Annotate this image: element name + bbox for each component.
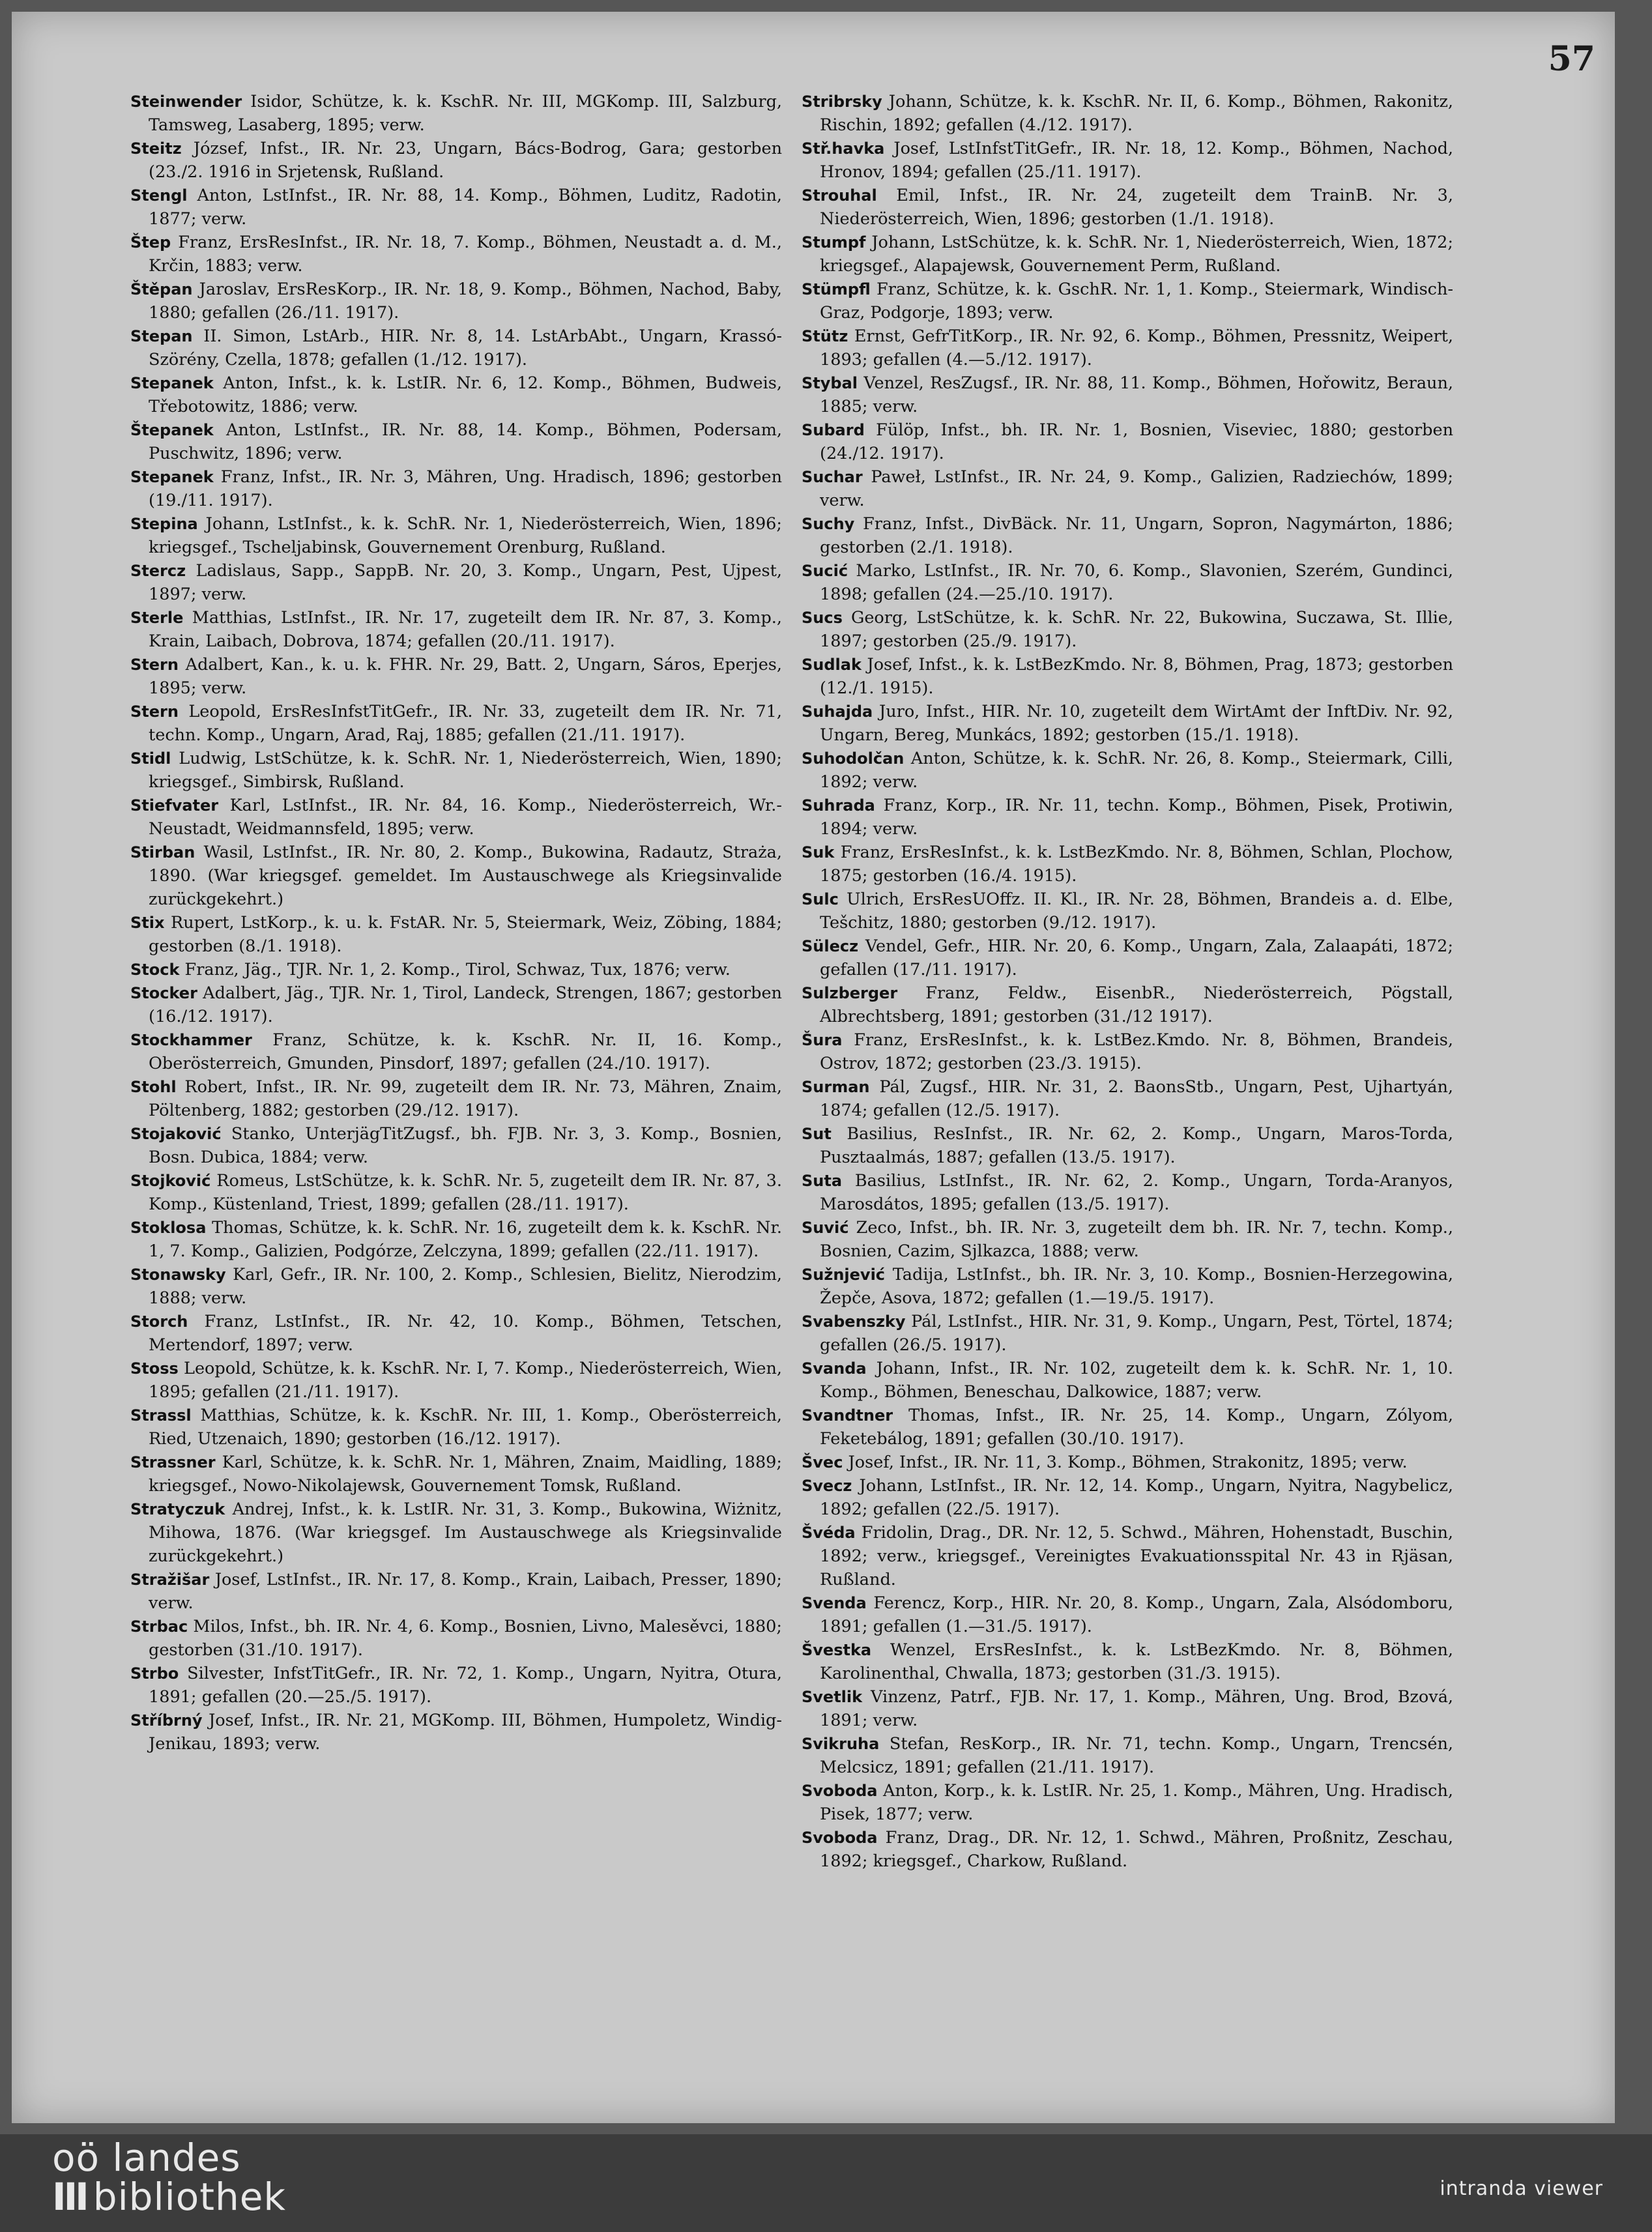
register-entry — [802, 981, 1453, 1028]
right-column — [802, 90, 1453, 1873]
register-entry — [130, 1568, 782, 1615]
register-entry — [130, 1263, 782, 1310]
entry-details: Basilius, ResInfst., IR. Nr. 62, 2. Komp., Ungarn, Maros-Torda, Pusztaalmás, 1887; gefallen (13./5. 1917). — [820, 1124, 1453, 1167]
entry-details: Johann, Infst., IR. Nr. 102, zugeteilt dem k. k. SchR. Nr. 1, 10. Komp., Böhmen, Beneschau, Dalkowice, 1887; verw. — [820, 1359, 1453, 1402]
entry-surname: Stockhammer — [130, 1031, 252, 1049]
entry-surname: Svenda — [802, 1594, 867, 1612]
page-number: 57 — [1548, 39, 1595, 79]
library-logo[interactable] — [52, 2136, 286, 2219]
entry-details: Silvester, InfstTitGefr., IR. Nr. 72, 1. Komp., Ungarn, Nyitra, Otura, 1891; gefallen (20.—25./5. 1917). — [149, 1664, 782, 1707]
entry-surname: Suhajda — [802, 703, 873, 721]
register-entry — [802, 606, 1453, 653]
logo-bars: III — [52, 2175, 87, 2219]
entry-surname: Stohl — [130, 1078, 177, 1096]
entry-surname: Stříbrný — [130, 1711, 203, 1730]
entry-details: József, Infst., IR. Nr. 23, Ungarn, Bács-Bodrog, Gara; gestorben (23./2. 1916 in Srjetensk, Rußland. — [149, 139, 782, 182]
register-entry — [130, 700, 782, 747]
entry-details: Jaroslav, ErsResKorp., IR. Nr. 18, 9. Komp., Böhmen, Nachod, Baby, 1880; gefallen (26./11. 1917). — [149, 280, 782, 323]
entry-details: Franz, Drag., DR. Nr. 12, 1. Schwd., Mähren, Proßnitz, Zeschau, 1892; kriegsgef., Charkow, Rußland. — [820, 1828, 1453, 1871]
entry-details: Anton, Korp., k. k. LstIR. Nr. 25, 1. Komp., Mähren, Ung. Hradisch, Pisek, 1877; verw. — [820, 1781, 1453, 1824]
register-entry — [130, 184, 782, 231]
entry-details: Ferencz, Korp., HIR. Nr. 20, 8. Komp., Ungarn, Zala, Alsódomboru, 1891; gefallen (1.—31./5. 1917). — [820, 1593, 1453, 1636]
entry-surname: Stiefvater — [130, 796, 219, 815]
entry-details: Ladislaus, Sapp., SappB. Nr. 20, 3. Komp., Ungarn, Pest, Ujpest, 1897; verw. — [149, 561, 782, 604]
entry-surname: Stoklosa — [130, 1219, 207, 1237]
entry-surname: Stepan — [130, 327, 193, 345]
entry-surname: Stock — [130, 961, 180, 979]
entry-details: Rupert, LstKorp., k. u. k. FstAR. Nr. 5, Steiermark, Weiz, Zöbing, 1884; gestorben (8./1. 1918). — [149, 913, 782, 956]
register-entry — [130, 1122, 782, 1169]
register-entry — [802, 231, 1453, 278]
entry-surname: Svabenszky — [802, 1312, 906, 1331]
register-entry — [130, 1662, 782, 1709]
entry-surname: Svecz — [802, 1477, 852, 1495]
register-entry — [802, 747, 1453, 794]
entry-surname: Suchy — [802, 515, 855, 533]
register-entry — [802, 1638, 1453, 1685]
entry-surname: Stratyczuk — [130, 1500, 225, 1518]
entry-details: Venzel, ResZugsf., IR. Nr. 88, 11. Komp., Böhmen, Hořowitz, Beraun, 1885; verw. — [820, 373, 1453, 416]
entry-surname: Stepanek — [130, 374, 214, 392]
entry-details: Johann, Schütze, k. k. KschR. Nr. II, 6. Komp., Böhmen, Rakonitz, Rischin, 1892; gefallen (4./12. 1917). — [820, 92, 1453, 135]
logo-line-1: oö landes — [52, 2136, 241, 2180]
entry-surname: Suk — [802, 843, 835, 862]
entry-details: Wenzel, ErsResInfst., k. k. LstBezKmdo. Nr. 8, Böhmen, Karolinenthal, Chwalla, 1873; gestorben (31./3. 1915). — [820, 1640, 1453, 1683]
entry-surname: Stern — [130, 656, 179, 674]
entry-details: Josef, LstInfst., IR. Nr. 17, 8. Komp., Krain, Laibach, Presser, 1890; verw. — [149, 1570, 782, 1613]
entry-surname: Stonawsky — [130, 1266, 226, 1284]
register-entry — [130, 841, 782, 911]
register-entry — [802, 325, 1453, 371]
left-column — [130, 90, 782, 1756]
register-entry — [130, 371, 782, 418]
entry-surname: Steitz — [130, 139, 182, 158]
entry-surname: Stix — [130, 914, 165, 932]
entry-surname: Stumpf — [802, 233, 866, 252]
entry-details: Marko, LstInfst., IR. Nr. 70, 6. Komp., Slavonien, Szerém, Gundinci, 1898; gefallen (24.—25./10. 1917). — [820, 561, 1453, 604]
register-entry — [802, 371, 1453, 418]
register-entry — [802, 1521, 1453, 1591]
entry-surname: Štep — [130, 233, 171, 252]
register-entry — [802, 1826, 1453, 1873]
entry-details: Franz, Infst., DivBäck. Nr. 11, Ungarn, Sopron, Nagymárton, 1886; gestorben (2./1. 1918). — [820, 514, 1453, 557]
register-entry — [802, 794, 1453, 841]
entry-details: Leopold, Schütze, k. k. KschR. Nr. I, 7. Komp., Niederösterreich, Wien, 1895; gefallen (21./11. 1917). — [149, 1359, 782, 1402]
entry-surname: Svikruha — [802, 1735, 880, 1753]
logo-line-2 — [52, 2175, 286, 2219]
entry-details: Stefan, ResKorp., IR. Nr. 71, techn. Komp., Ungarn, Trencsén, Melcsicz, 1891; gefallen (21./11. 1917). — [820, 1734, 1453, 1777]
entry-surname: Stř.havka — [802, 139, 885, 158]
entry-details: Ulrich, ErsResUOffz. II. Kl., IR. Nr. 28, Böhmen, Brandeis a. d. Elbe, Tešchitz, 1880; gestorben (9./12. 1917). — [820, 890, 1453, 933]
entry-surname: Stoss — [130, 1359, 179, 1378]
entry-surname: Sucić — [802, 562, 848, 580]
entry-details: Karl, Schütze, k. k. SchR. Nr. 1, Mähren, Znaim, Maidling, 1889; kriegsgef., Nowo-Nikolajewsk, Gouvernement Tomsk, Rußland. — [149, 1453, 782, 1496]
register-entry — [802, 1028, 1453, 1075]
register-entry — [130, 1310, 782, 1357]
entry-details: Anton, Schütze, k. k. SchR. Nr. 26, 8. Komp., Steiermark, Cilli, 1892; verw. — [820, 749, 1453, 792]
register-entry — [130, 231, 782, 278]
entry-surname: Stybal — [802, 374, 858, 392]
entry-details: Ludwig, LstSchütze, k. k. SchR. Nr. 1, Niederösterreich, Wien, 1890; kriegsgef., Simbirsk, Rußland. — [149, 749, 782, 792]
entry-surname: Strouhal — [802, 186, 877, 205]
register-entry — [130, 1615, 782, 1662]
entry-surname: Storch — [130, 1312, 188, 1331]
entry-details: Josef, Infst., k. k. LstBezKmdo. Nr. 8, Böhmen, Prag, 1873; gestorben (12./1. 1915). — [820, 655, 1453, 698]
entry-surname: Stütz — [802, 327, 848, 345]
register-entry — [802, 1451, 1453, 1474]
register-entry — [802, 90, 1453, 137]
register-entry — [130, 958, 782, 981]
register-entry — [130, 1709, 782, 1756]
entry-details: Franz, Schütze, k. k. KschR. Nr. II, 16. Komp., Oberösterreich, Gmunden, Pinsdorf, 1897; gefallen (24./10. 1917). — [149, 1030, 782, 1073]
entry-details: Emil, Infst., IR. Nr. 24, zugeteilt dem TrainB. Nr. 3, Niederösterreich, Wien, 1896; gestorben (1./1. 1918). — [820, 186, 1453, 229]
entry-surname: Strbac — [130, 1617, 188, 1636]
entry-surname: Stern — [130, 703, 179, 721]
entry-surname: Štěpan — [130, 280, 193, 298]
register-entry — [802, 653, 1453, 700]
entry-surname: Surman — [802, 1078, 870, 1096]
entry-details: Franz, ErsResInfst., k. k. LstBezKmdo. Nr. 8, Böhmen, Schlan, Plochow, 1875; gestorben (16./4. 1915). — [820, 843, 1453, 886]
entry-surname: Stepina — [130, 515, 198, 533]
entry-surname: Stengl — [130, 186, 188, 205]
entry-surname: Suhrada — [802, 796, 875, 815]
entry-details: Paweł, LstInfst., IR. Nr. 24, 9. Komp., Galizien, Radziechów, 1899; verw. — [820, 467, 1453, 510]
entry-details: Anton, LstInfst., IR. Nr. 88, 14. Komp., Böhmen, Podersam, Puschwitz, 1896; verw. — [149, 420, 782, 463]
entry-surname: Stirban — [130, 843, 196, 862]
register-entry — [130, 911, 782, 958]
entry-surname: Stojković — [130, 1172, 211, 1190]
register-entry — [130, 653, 782, 700]
entry-details: Karl, Gefr., IR. Nr. 100, 2. Komp., Schlesien, Bielitz, Nierodzim, 1888; verw. — [149, 1265, 782, 1308]
entry-surname: Sulzberger — [802, 984, 898, 1002]
entry-details: Franz, ErsResInfst., k. k. LstBez.Kmdo. Nr. 8, Böhmen, Brandeis, Ostrov, 1872; gestorben (23./3. 1915). — [820, 1030, 1453, 1073]
entry-surname: Svandtner — [802, 1406, 893, 1425]
register-entry — [802, 1779, 1453, 1826]
register-entry — [130, 512, 782, 559]
entry-details: Franz, Feldw., EisenbR., Niederösterreich, Pögstall, Albrechtsberg, 1891; gestorben (31./12 1917). — [820, 983, 1453, 1026]
register-entry — [802, 512, 1453, 559]
entry-details: Karl, LstInfst., IR. Nr. 84, 16. Komp., Niederösterreich, Wr.-Neustadt, Weidmannsfeld, 1895; verw. — [149, 796, 782, 839]
entry-surname: Sut — [802, 1125, 832, 1143]
entry-surname: Strassner — [130, 1453, 216, 1471]
register-entry — [802, 1310, 1453, 1357]
register-entry — [130, 1216, 782, 1263]
register-entry — [802, 1357, 1453, 1404]
register-entry — [130, 1404, 782, 1451]
entry-surname: Subard — [802, 421, 865, 439]
entry-surname: Suta — [802, 1172, 843, 1190]
register-entry — [802, 1216, 1453, 1263]
entry-details: Johann, LstInfst., k. k. SchR. Nr. 1, Niederösterreich, Wien, 1896; kriegsgef., Tscheljabinsk, Gouvernement Orenburg, Rußland. — [149, 514, 782, 557]
entry-details: Vinzenz, Patrf., FJB. Nr. 17, 1. Komp., Mähren, Ung. Brod, Bzová, 1891; verw. — [820, 1687, 1453, 1730]
entry-surname: Suvić — [802, 1219, 849, 1237]
register-entry — [130, 278, 782, 325]
entry-surname: Stražišar — [130, 1571, 210, 1589]
entry-surname: Sülecz — [802, 937, 859, 955]
entry-surname: Stepanek — [130, 468, 214, 486]
register-entry — [130, 325, 782, 371]
entry-surname: Sulc — [802, 890, 839, 908]
entry-details: Leopold, ErsResInfstTitGefr., IR. Nr. 33, zugeteilt dem IR. Nr. 71, techn. Komp., Ungarn, Arad, Raj, 1885; gefallen (21./11. 1917). — [149, 702, 782, 745]
entry-details: Fülöp, Infst., bh. IR. Nr. 1, Bosnien, Viseviec, 1880; gestorben (24./12. 1917). — [820, 420, 1453, 463]
entry-details: Georg, LstSchütze, k. k. SchR. Nr. 22, Bukowina, Suczawa, St. Illie, 1897; gestorben (25./9. 1917). — [820, 608, 1453, 651]
entry-details: Franz, LstInfst., IR. Nr. 42, 10. Komp., Böhmen, Tetschen, Mertendorf, 1897; verw. — [149, 1312, 782, 1355]
entry-surname: Svanda — [802, 1359, 867, 1378]
entry-surname: Stocker — [130, 984, 197, 1002]
entry-surname: Švec — [802, 1453, 843, 1471]
register-entry — [802, 841, 1453, 888]
register-entry — [802, 418, 1453, 465]
entry-details: Adalbert, Kan., k. u. k. FHR. Nr. 29, Batt. 2, Ungarn, Sáros, Eperjes, 1895; verw. — [149, 655, 782, 698]
entry-surname: Svoboda — [802, 1782, 878, 1800]
register-entry — [802, 559, 1453, 606]
entry-details: II. Simon, LstArb., HIR. Nr. 8, 14. LstArbAbt., Ungarn, Krassó-Szörény, Czella, 1878; gefallen (1./12. 1917). — [149, 326, 782, 370]
entry-details: Matthias, Schütze, k. k. KschR. Nr. III, 1. Komp., Oberösterreich, Ried, Utzenaich, 1890; gestorben (16./12. 1917). — [149, 1406, 782, 1449]
entry-details: Thomas, Schütze, k. k. SchR. Nr. 16, zugeteilt dem k. k. KschR. Nr. 1, 7. Komp., Galizien, Podgórze, Zelczyna, 1899; gefallen (22./11. 1917). — [149, 1218, 782, 1261]
register-entry — [802, 184, 1453, 231]
entry-details: Anton, Infst., k. k. LstIR. Nr. 6, 12. Komp., Böhmen, Budweis, Třebotowitz, 1886; verw. — [149, 373, 782, 416]
entry-surname: Švéda — [802, 1524, 856, 1542]
register-entry — [802, 1122, 1453, 1169]
entry-surname: Suchar — [802, 468, 863, 486]
register-entry — [802, 1263, 1453, 1310]
entry-details: Franz, Infst., IR. Nr. 3, Mähren, Ung. Hradisch, 1896; gestorben (19./11. 1917). — [149, 467, 782, 510]
entry-surname: Sužnjević — [802, 1266, 886, 1284]
register-entry — [130, 137, 782, 184]
entry-details: Thomas, Infst., IR. Nr. 25, 14. Komp., Ungarn, Zólyom, Feketebálog, 1891; gefallen (30./10. 1917). — [820, 1406, 1453, 1449]
register-entry — [130, 1498, 782, 1568]
entry-details: Johann, LstSchütze, k. k. SchR. Nr. 1, Niederösterreich, Wien, 1872; kriegsgef., Alapajewsk, Gouvernement Perm, Rußland. — [820, 233, 1453, 276]
register-entry — [130, 1075, 782, 1122]
entry-details: Josef, LstInfstTitGefr., IR. Nr. 18, 12. Komp., Böhmen, Nachod, Hronov, 1894; gefallen (25./11. 1917). — [820, 139, 1453, 182]
entry-details: Romeus, LstSchütze, k. k. SchR. Nr. 5, zugeteilt dem IR. Nr. 87, 3. Komp., Küstenland, Triest, 1899; gefallen (28./11. 1917). — [149, 1171, 782, 1214]
entry-details: Basilius, LstInfst., IR. Nr. 62, 2. Komp., Ungarn, Torda-Aranyos, Marosdátos, 1895; gefallen (13./5. 1917). — [820, 1171, 1453, 1214]
entry-surname: Stercz — [130, 562, 186, 580]
entry-surname: Strassl — [130, 1406, 192, 1425]
register-entry — [802, 935, 1453, 981]
entry-surname: Švestka — [802, 1641, 872, 1659]
entry-details: Johann, LstInfst., IR. Nr. 12, 14. Komp., Ungarn, Nyitra, Nagybelicz, 1892; gefallen (22./5. 1917). — [820, 1476, 1453, 1519]
entry-details: Franz, Schütze, k. k. GschR. Nr. 1, 1. Komp., Steiermark, Windisch-Graz, Podgorje, 1893; verw. — [820, 280, 1453, 323]
register-entry — [130, 418, 782, 465]
register-entry — [802, 278, 1453, 325]
register-entry — [130, 794, 782, 841]
entry-details: Andrej, Infst., k. k. LstIR. Nr. 31, 3. Komp., Bukowina, Wiżnitz, Mihowa, 1876. (War kriegsgef. Im Austauschwege als Kriegsinvalide zurückgekehrt.) — [149, 1500, 782, 1566]
entry-details: Josef, Infst., IR. Nr. 21, MGKomp. III, Böhmen, Humpoletz, Windig-Jenikau, 1893; verw. — [149, 1711, 782, 1754]
entry-details: Matthias, LstInfst., IR. Nr. 17, zugeteilt dem IR. Nr. 87, 3. Komp., Krain, Laibach, Dobrova, 1874; gefallen (20./11. 1917). — [149, 608, 782, 651]
entry-details: Anton, LstInfst., IR. Nr. 88, 14. Komp., Böhmen, Luditz, Radotin, 1877; verw. — [149, 186, 782, 229]
entry-surname: Šura — [802, 1031, 843, 1049]
register-entry — [802, 137, 1453, 184]
register-entry — [130, 606, 782, 653]
entry-details: Tadija, LstInfst., bh. IR. Nr. 3, 10. Komp., Bosnien-Herzegowina, Žepče, Asova, 1872; gefallen (1.—19./5. 1917). — [820, 1265, 1453, 1308]
entry-surname: Stidl — [130, 749, 171, 768]
register-entry — [802, 1591, 1453, 1638]
entry-surname: Stojaković — [130, 1125, 222, 1143]
register-entry — [802, 1685, 1453, 1732]
entry-details: Robert, Infst., IR. Nr. 99, zugeteilt dem IR. Nr. 73, Mähren, Znaim, Pöltenberg, 1882; gestorben (29./12. 1917). — [149, 1077, 782, 1120]
register-entry — [802, 700, 1453, 747]
entry-surname: Steinwender — [130, 93, 242, 111]
register-entry — [130, 1357, 782, 1404]
entry-surname: Strbo — [130, 1664, 179, 1683]
entry-details: Juro, Infst., HIR. Nr. 10, zugeteilt dem WirtAmt der InftDiv. Nr. 92, Ungarn, Bereg, Munkács, 1892; gestorben (15./1. 1918). — [820, 702, 1453, 745]
entry-details: Franz, Jäg., TJR. Nr. 1, 2. Komp., Tirol, Schwaz, Tux, 1876; verw. — [179, 960, 731, 979]
register-entry — [802, 1404, 1453, 1451]
entry-details: Zeco, Infst., bh. IR. Nr. 3, zugeteilt dem bh. IR. Nr. 7, techn. Komp., Bosnien, Cazim, Sjlkazca, 1888; verw. — [820, 1218, 1453, 1261]
entry-surname: Stribrsky — [802, 93, 882, 111]
register-entry — [802, 1075, 1453, 1122]
register-entry — [802, 888, 1453, 935]
register-entry — [130, 90, 782, 137]
entry-details: Pál, LstInfst., HIR. Nr. 31, 9. Komp., Ungarn, Pest, Törtel, 1874; gefallen (26./5. 1917). — [820, 1312, 1453, 1355]
register-entry — [130, 1028, 782, 1075]
entry-details: Adalbert, Jäg., TJR. Nr. 1, Tirol, Landeck, Strengen, 1867; gestorben (16./12. 1917). — [149, 983, 782, 1026]
register-entry — [130, 981, 782, 1028]
entry-surname: Svoboda — [802, 1829, 878, 1847]
entry-details: Ernst, GefrTitKorp., IR. Nr. 92, 6. Komp., Böhmen, Pressnitz, Weipert, 1893; gefallen (4.—5./12. 1917). — [820, 326, 1453, 370]
entry-details: Franz, ErsResInfst., IR. Nr. 18, 7. Komp., Böhmen, Neustadt a. d. M., Krčin, 1883; verw. — [149, 233, 782, 276]
register-entry — [130, 747, 782, 794]
entry-surname: Svetlik — [802, 1688, 863, 1706]
entry-details: Vendel, Gefr., HIR. Nr. 20, 6. Komp., Ungarn, Zala, Zalaapáti, 1872; gefallen (17./11. 1917). — [820, 936, 1453, 979]
viewer-footer — [0, 2134, 1652, 2232]
register-entry — [802, 465, 1453, 512]
register-entry — [802, 1169, 1453, 1216]
entry-details: Josef, Infst., IR. Nr. 11, 3. Komp., Böhmen, Strakonitz, 1895; verw. — [843, 1453, 1408, 1472]
entry-surname: Suhodolčan — [802, 749, 905, 768]
entry-details: Fridolin, Drag., DR. Nr. 12, 5. Schwd., Mähren, Hohenstadt, Buschin, 1892; verw., kriegsgef., Vereinigtes Evakuationsspital Nr. 43 in Rjäsan, Rußland. — [820, 1523, 1453, 1589]
viewer-label[interactable]: intranda viewer — [1440, 2177, 1603, 2200]
entry-details: Pál, Zugsf., HIR. Nr. 31, 2. BaonsStb., Ungarn, Pest, Ujhartyán, 1874; gefallen (12./5. 1917). — [820, 1077, 1453, 1120]
entry-details: Wasil, LstInfst., IR. Nr. 80, 2. Komp., Bukowina, Radautz, Straża, 1890. (War kriegsgef. gemeldet. Im Austauschwege als Kriegsinvalide zurückgekehrt.) — [149, 843, 782, 909]
entry-surname: Stümpfl — [802, 280, 871, 298]
entry-details: Franz, Korp., IR. Nr. 11, techn. Komp., Böhmen, Pisek, Protiwin, 1894; verw. — [820, 796, 1453, 839]
entry-surname: Sudlak — [802, 656, 862, 674]
register-entry — [130, 559, 782, 606]
entry-details: Milos, Infst., bh. IR. Nr. 4, 6. Komp., Bosnien, Livno, Malesěvci, 1880; gestorben (31./10. 1917). — [149, 1617, 782, 1660]
register-entry — [130, 1451, 782, 1498]
entry-surname: Sucs — [802, 609, 843, 627]
register-entry — [802, 1732, 1453, 1779]
register-entry — [130, 465, 782, 512]
entry-details: Isidor, Schütze, k. k. KschR. Nr. III, MGKomp. III, Salzburg, Tamsweg, Lasaberg, 1895; verw. — [149, 92, 782, 135]
register-entry — [802, 1474, 1453, 1521]
scanned-page — [12, 12, 1615, 2123]
entry-surname: Štepanek — [130, 421, 214, 439]
entry-surname: Sterle — [130, 609, 184, 627]
logo-line-2-text: bibliothek — [93, 2175, 286, 2219]
entry-details: Stanko, UnterjägTitZugsf., bh. FJB. Nr. 3, 3. Komp., Bosnien, Bosn. Dubica, 1884; verw. — [149, 1124, 782, 1167]
register-entry — [130, 1169, 782, 1216]
